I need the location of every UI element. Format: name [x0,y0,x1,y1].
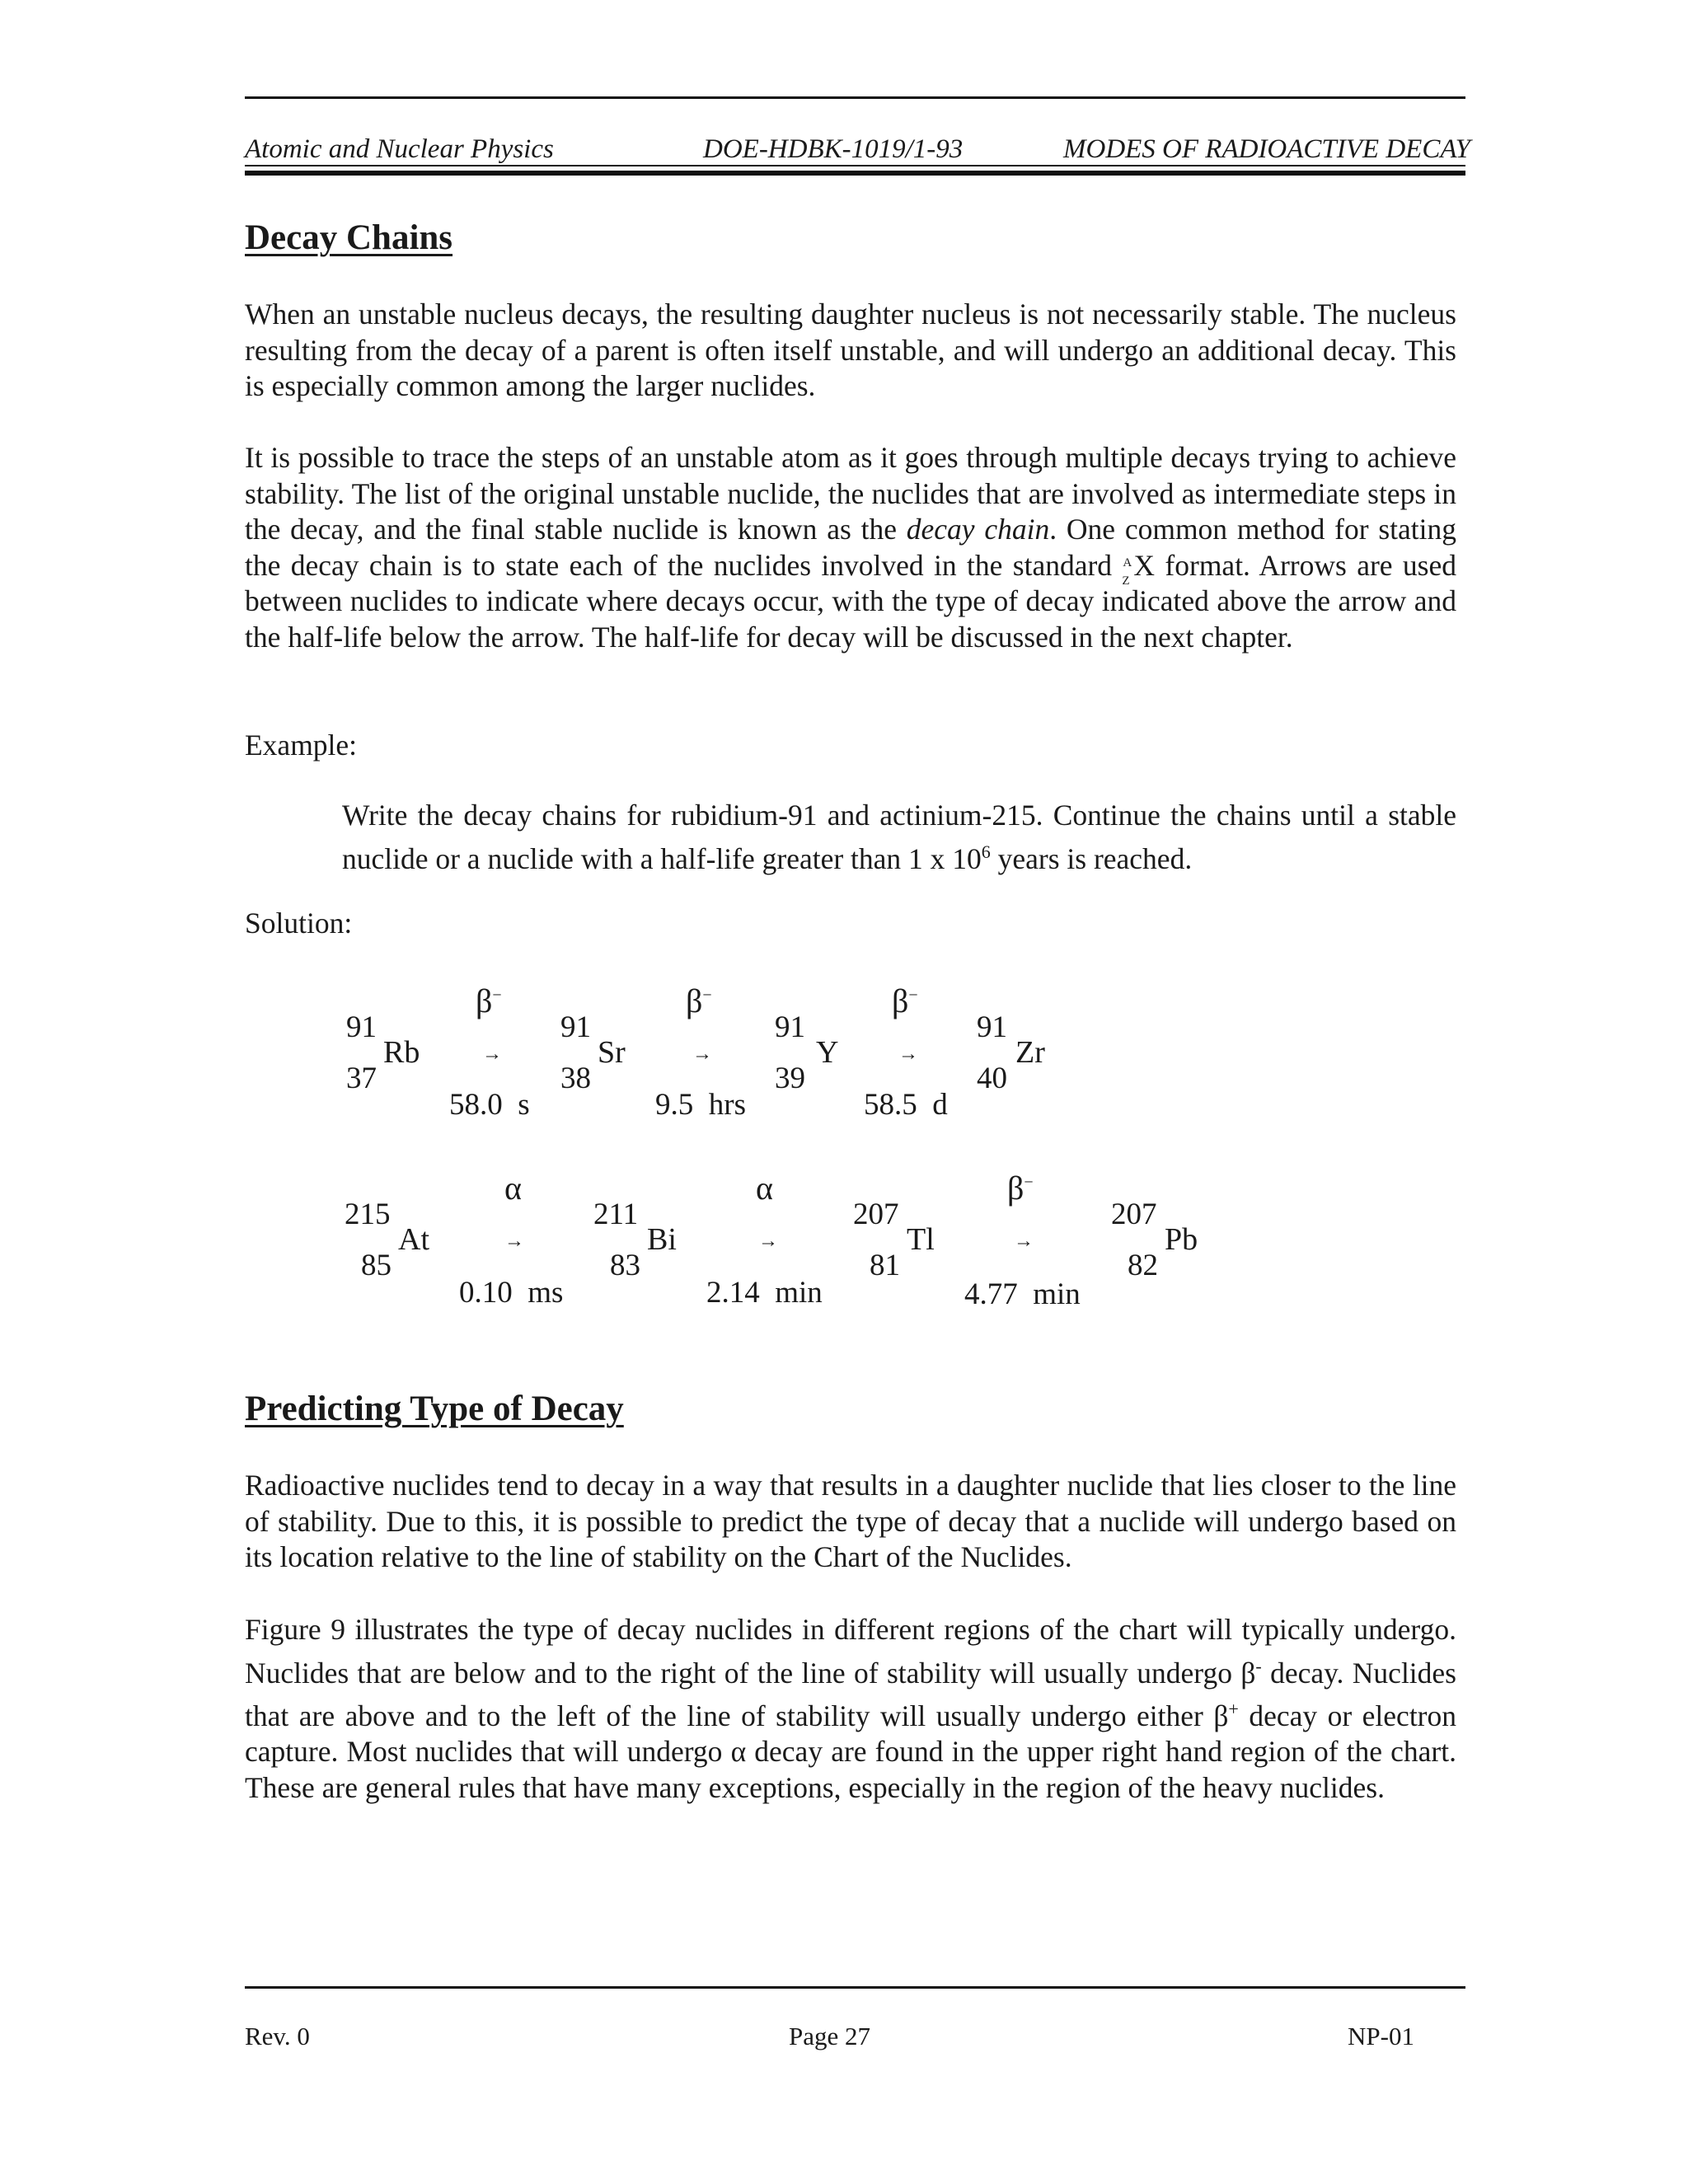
element-symbol: Y [816,1035,839,1070]
example-text-part: Write the decay chains for rubidium-91 and actinium-215. Continue the chains until a stable nuclide or a nuclide with a half-life greater than 1 x 10 [342,799,1456,875]
header-right: MODES OF RADIOACTIVE DECAY [1063,134,1471,164]
header-bottom-rule-thin [245,165,1465,166]
superscript: + [1228,1698,1239,1719]
atomic-number: 38 [560,1062,591,1095]
atomic-number: 39 [775,1062,805,1095]
decay-arrow: → [1014,1230,1034,1252]
decay-symbol: β [1007,1169,1025,1207]
mass-number: 211 [593,1197,639,1231]
notation-az [1122,552,1133,588]
notation-x: X [1133,548,1156,582]
footer-rule [245,1986,1465,1989]
header-center: DOE-HDBK-1019/1-93 [703,134,964,164]
paragraph [245,1612,1456,1806]
section-title-predicting-type-of-decay: Predicting Type of Decay [245,1390,624,1428]
half-life: 58.5 d [864,1088,948,1122]
decay-type [892,982,918,1019]
element-symbol: Zr [1015,1035,1045,1070]
example-text-part: years is reached. [990,841,1193,875]
atomic-number: 82 [1128,1249,1158,1282]
paragraph: Radioactive nuclides tend to decay in a way that results in a daughter nuclide that lies closer to the line of stability. Due to this, it is possible to predict the type of decay that a nuclide will undergo based on its location relative to the line of stability on the Chart of the Nuclides. [245,1469,1456,1573]
section-title-decay-chains: Decay Chains [245,218,453,257]
paragraph-text: Figure 9 illustrates the type of decay nuclides in different regions of the chart will typically undergo. Nuclides that are below and to the right of the line of stability will usually undergo β [245,1613,1456,1690]
element-symbol: Bi [647,1222,677,1257]
decay-arrow: → [758,1230,778,1252]
decay-type [476,982,502,1019]
mass-number: 91 [977,1010,1007,1044]
mass-number: 91 [775,1010,805,1044]
decay-type [686,982,712,1019]
mass-number: 215 [345,1197,391,1231]
atomic-number: 81 [870,1249,900,1282]
term-decay-chain: decay chain [906,513,1050,546]
half-life: 9.5 hrs [655,1088,746,1122]
example-text [342,798,1456,877]
decay-symbol: α [756,1169,773,1207]
mass-number: 91 [560,1010,591,1044]
decay-charge: − [908,986,918,1005]
atomic-number: 83 [610,1249,640,1282]
notation-a: A [1123,555,1132,569]
header-top-rule [245,96,1465,99]
half-life: 4.77 min [964,1277,1081,1311]
half-life: 2.14 min [706,1276,823,1310]
atomic-number: 40 [977,1062,1007,1095]
footer-left: Rev. 0 [245,2022,310,2050]
element-symbol: Sr [598,1035,626,1070]
solution-label: Solution: [245,907,353,940]
half-life: 0.10 ms [459,1276,564,1310]
footer-right: NP-01 [1348,2022,1414,2050]
paragraph-text: decay or electron capture. Most nuclides that will undergo α decay are found in the upper right hand region of the chart. These are general rules that have many exceptions, especially in the region of the heavy nuclides. [245,1699,1456,1804]
notation-z: Z [1122,574,1130,588]
mass-number: 91 [346,1010,377,1044]
decay-symbol: β [476,982,493,1019]
header-left: Atomic and Nuclear Physics [245,134,554,164]
atomic-number: 37 [346,1062,377,1095]
paragraph [245,440,1456,655]
element-symbol: Rb [383,1035,420,1070]
paragraph-text: . One common method for stating the decay chain is to state each of the nuclides involved in the standard [245,513,1456,582]
half-life: 58.0 s [449,1088,530,1122]
decay-arrow: → [504,1230,524,1252]
example-label: Example: [245,729,358,762]
decay-type [1007,1169,1034,1207]
element-symbol: Pb [1165,1222,1198,1257]
atomic-number: 85 [361,1249,392,1282]
decay-type [756,1169,773,1207]
decay-charge: − [702,986,712,1005]
paragraph-text: It is possible to trace the steps of an unstable atom as it goes through multiple decays trying to achieve stability. The list of the original unstable nuclide, the nuclides that are involved as intermediate steps in the decay, and the final stable nuclide is known as the [245,441,1456,546]
paragraph-text: decay. Nuclides that are above and to the left of the line of stability will usually undergo either β [245,1656,1456,1732]
exponent: 6 [981,841,991,862]
decay-symbol: β [686,982,703,1019]
decay-symbol: α [504,1169,522,1207]
mass-number: 207 [853,1197,899,1231]
element-symbol: At [398,1222,429,1257]
decay-charge: − [1024,1173,1034,1192]
footer-center: Page 27 [789,2022,871,2050]
mass-number: 207 [1111,1197,1157,1231]
decay-symbol: β [892,982,909,1019]
header-bottom-rule-thick [245,171,1465,176]
decay-type [504,1169,522,1207]
paragraph: When an unstable nucleus decays, the resulting daughter nucleus is not necessarily stable. The nucleus resulting from the decay of a parent is often itself unstable, and will undergo an additional decay. This is especially common among the larger nuclides. [245,298,1456,402]
decay-arrow: → [898,1043,918,1065]
element-symbol: Tl [907,1222,935,1257]
superscript: - [1255,1655,1262,1676]
decay-arrow: → [692,1043,712,1065]
paragraph-text: format. Arrows are used between nuclides to indicate where decays occur, with the type of decay indicated above the arrow and the half-life below the arrow. The half-life for decay will be discussed in the next chapter. [245,548,1456,654]
decay-arrow: → [482,1043,502,1065]
decay-charge: − [492,986,502,1005]
